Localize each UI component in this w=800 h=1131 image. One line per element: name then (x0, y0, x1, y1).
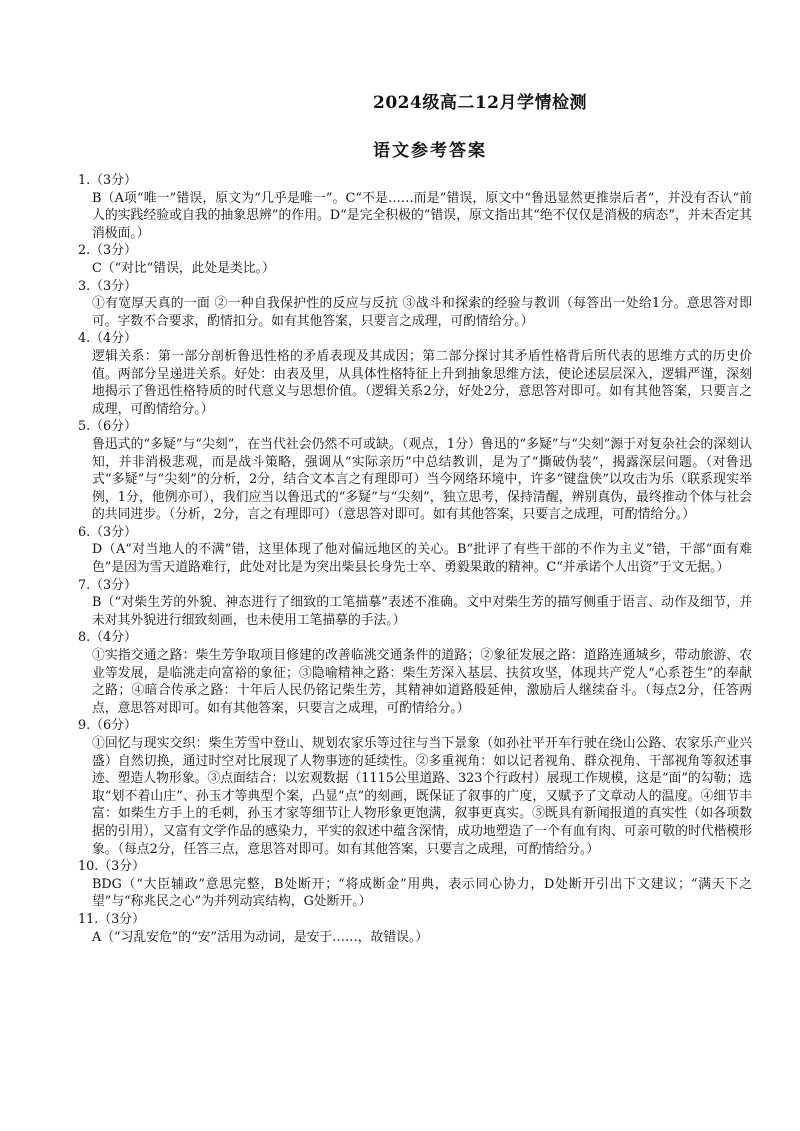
answer-text: C（“对比”错误，此处是类比。） (92, 260, 275, 276)
answer-list (78, 172, 752, 946)
document-title: 2024级高二12月学情检测 (373, 93, 587, 113)
answer-item-6 (78, 524, 752, 577)
question-header: 7.（3分） (78, 577, 137, 593)
question-header: 9.（6分） (78, 718, 137, 734)
document-subtitle: 语文参考答案 (373, 141, 487, 161)
answer-text: ①实指交通之路：柴生芳争取项目修建的改善临洮交通条件的道路；②象征发展之路：道路连通城乡，带动旅游、农业等发展，是临洮走向富裕的象征；③隐喻精神之路：柴生芳深入基层、扶贫攻坚，体现共产党人“心系苍生”的奉献之路；④暗合传承之路：十年后人民仍铭记柴生芳，其精神如道路般延伸，激励后人继续奋斗。（每点2分，任答两点，意思答对即可。如有其他答案，只要言之成理，可酌情给分。） (92, 648, 752, 716)
question-header: 4.（4分） (78, 331, 137, 347)
answer-text: A（“习乱安危”的“安”活用为动词，是安于……，故错误。） (92, 929, 429, 945)
answer-item-2 (78, 242, 752, 277)
question-header: 1.（3分） (78, 173, 137, 188)
answer-item-7 (78, 577, 752, 630)
answer-item-8 (78, 629, 752, 717)
answer-item-4 (78, 330, 752, 418)
question-header: 2.（3分） (78, 243, 137, 259)
question-header: 10.（3分） (78, 859, 145, 875)
question-header: 8.（4分） (78, 630, 137, 646)
answer-text: ①回忆与现实交织：柴生芳雪中登山、规划农家乐等过往与当下景象（如孙社平开车行驶在绕山公路、农家乐产业兴盛）自然切换，通过时空对比展现了人物事迹的延续性。②多重视角：如以记者视角、群众视角、干部视角等叙述事迹、塑造人物形象。③点面结合：以宏观数据（1115公里道路、323个行政村）展现工作规模，这是“面”的勾勒；选取“划不着山庄”、孙玉才等典型个案，凸显“点”的刻画，既保证了叙事的广度，又赋予了文章动人的温度。④细节丰富：如柴生方手上的毛刺，孙玉才家等细节让人物形象更饱满，叙事更真实。⑤既具有新闻报道的真实性（如各项数据的引用），又富有文学作品的感染力，平实的叙述中蕴含深情，成功地塑造了一个有血有肉、可亲可敬的时代楷模形象。（每点2分，任答三点，意思答对即可。如有其他答案，只要言之成理，可酌情给分。） (92, 736, 752, 857)
answer-item-5 (78, 418, 752, 524)
question-header: 6.（3分） (78, 524, 137, 540)
question-header: 3.（3分） (78, 278, 137, 294)
question-header: 5.（6分） (78, 419, 137, 435)
answer-item-1 (78, 172, 752, 242)
answer-item-9 (78, 717, 752, 858)
answer-item-3 (78, 278, 752, 331)
answer-text: D（A“对当地人的不满”错，这里体现了他对偏远地区的关心。B“批评了有些干部的不作为主义”错，干部“面有难色”是因为雪天道路难行，此处对比是为突出柴县长身先士卒、勇毅果敢的精神。C“并承诺个人出资”于文无据。） (92, 542, 752, 576)
answer-item-11 (78, 911, 752, 946)
question-header: 11.（3分） (78, 911, 145, 927)
answer-text: B（A项“唯一”错误，原文为“几乎是唯一”。C“不是……而是”错误，原文中“鲁迅显然更推崇后者”，并没有否认“前人的实践经验或自我的抽象思辨”的作用。D“是完全积极的”错误，原文指出其“绝不仅仅是消极的病态”，并未否定其消极面。） (92, 190, 752, 241)
answer-text: ①有宽厚天真的一面 ②一种自我保护性的反应与反抗 ③战斗和探索的经验与教训（每答出一处给1分。意思答对即可。字数不合要求，酌情扣分。如有其他答案，只要言之成理，可酌情给分。） (92, 296, 752, 329)
answer-text: 鲁迅式的“多疑”与“尖刻”，在当代社会仍然不可或缺。（观点，1分）鲁迅的“多疑”与“尖刻”源于对复杂社会的深刻认知，并非消极悲观，而是战斗策略，强调从“实际亲历”中总结教训，是为了“撕破伪装”，揭露深层问题。（对鲁迅式“多疑”与“尖刻”的分析，2分，结合文本言之有理即可）当今网络环境中，许多“键盘侠”以攻击为乐（联系现实举例，1分，他例亦可），我们应当以鲁迅式的“多疑”与“尖刻”，独立思考，保持清醒，辨别真伪，最终推动个体与社会的共同进步。（分析，2分，言之有理即可）（意思答对即可。如有其他答案，只要言之成理，可酌情给分。） (92, 436, 752, 523)
answer-text: B（“对柴生芳的外貌、神态进行了细致的工笔描摹”表述不准确。文中对柴生芳的描写侧重于语言、动作及细节，并未对其外貌进行细致刻画，也未使用工笔描摹的手法。） (92, 595, 752, 628)
answer-item-10 (78, 858, 752, 911)
answer-text: BDG（“大臣辅政”意思完整，B处断开；“将成断金”用典，表示同心协力，D处断开引出下文建议；“满天下之望”与“称兆民之心”为并列动宾结构，G处断开。） (92, 876, 752, 910)
answer-text: 逻辑关系：第一部分剖析鲁迅性格的矛盾表现及其成因；第二部分探讨其矛盾性格背后所代表的思维方式的历史价值。两部分呈递进关系。好处：由表及里，从具体性格特征上升到抽象思维方法，使论述层层深入，逻辑严谨，深刻地揭示了鲁迅性格特质的时代意义与思想价值。（逻辑关系2分，好处2分，意思答对即可。如有其他答案，只要言之成理，可酌情给分。） (92, 348, 752, 417)
